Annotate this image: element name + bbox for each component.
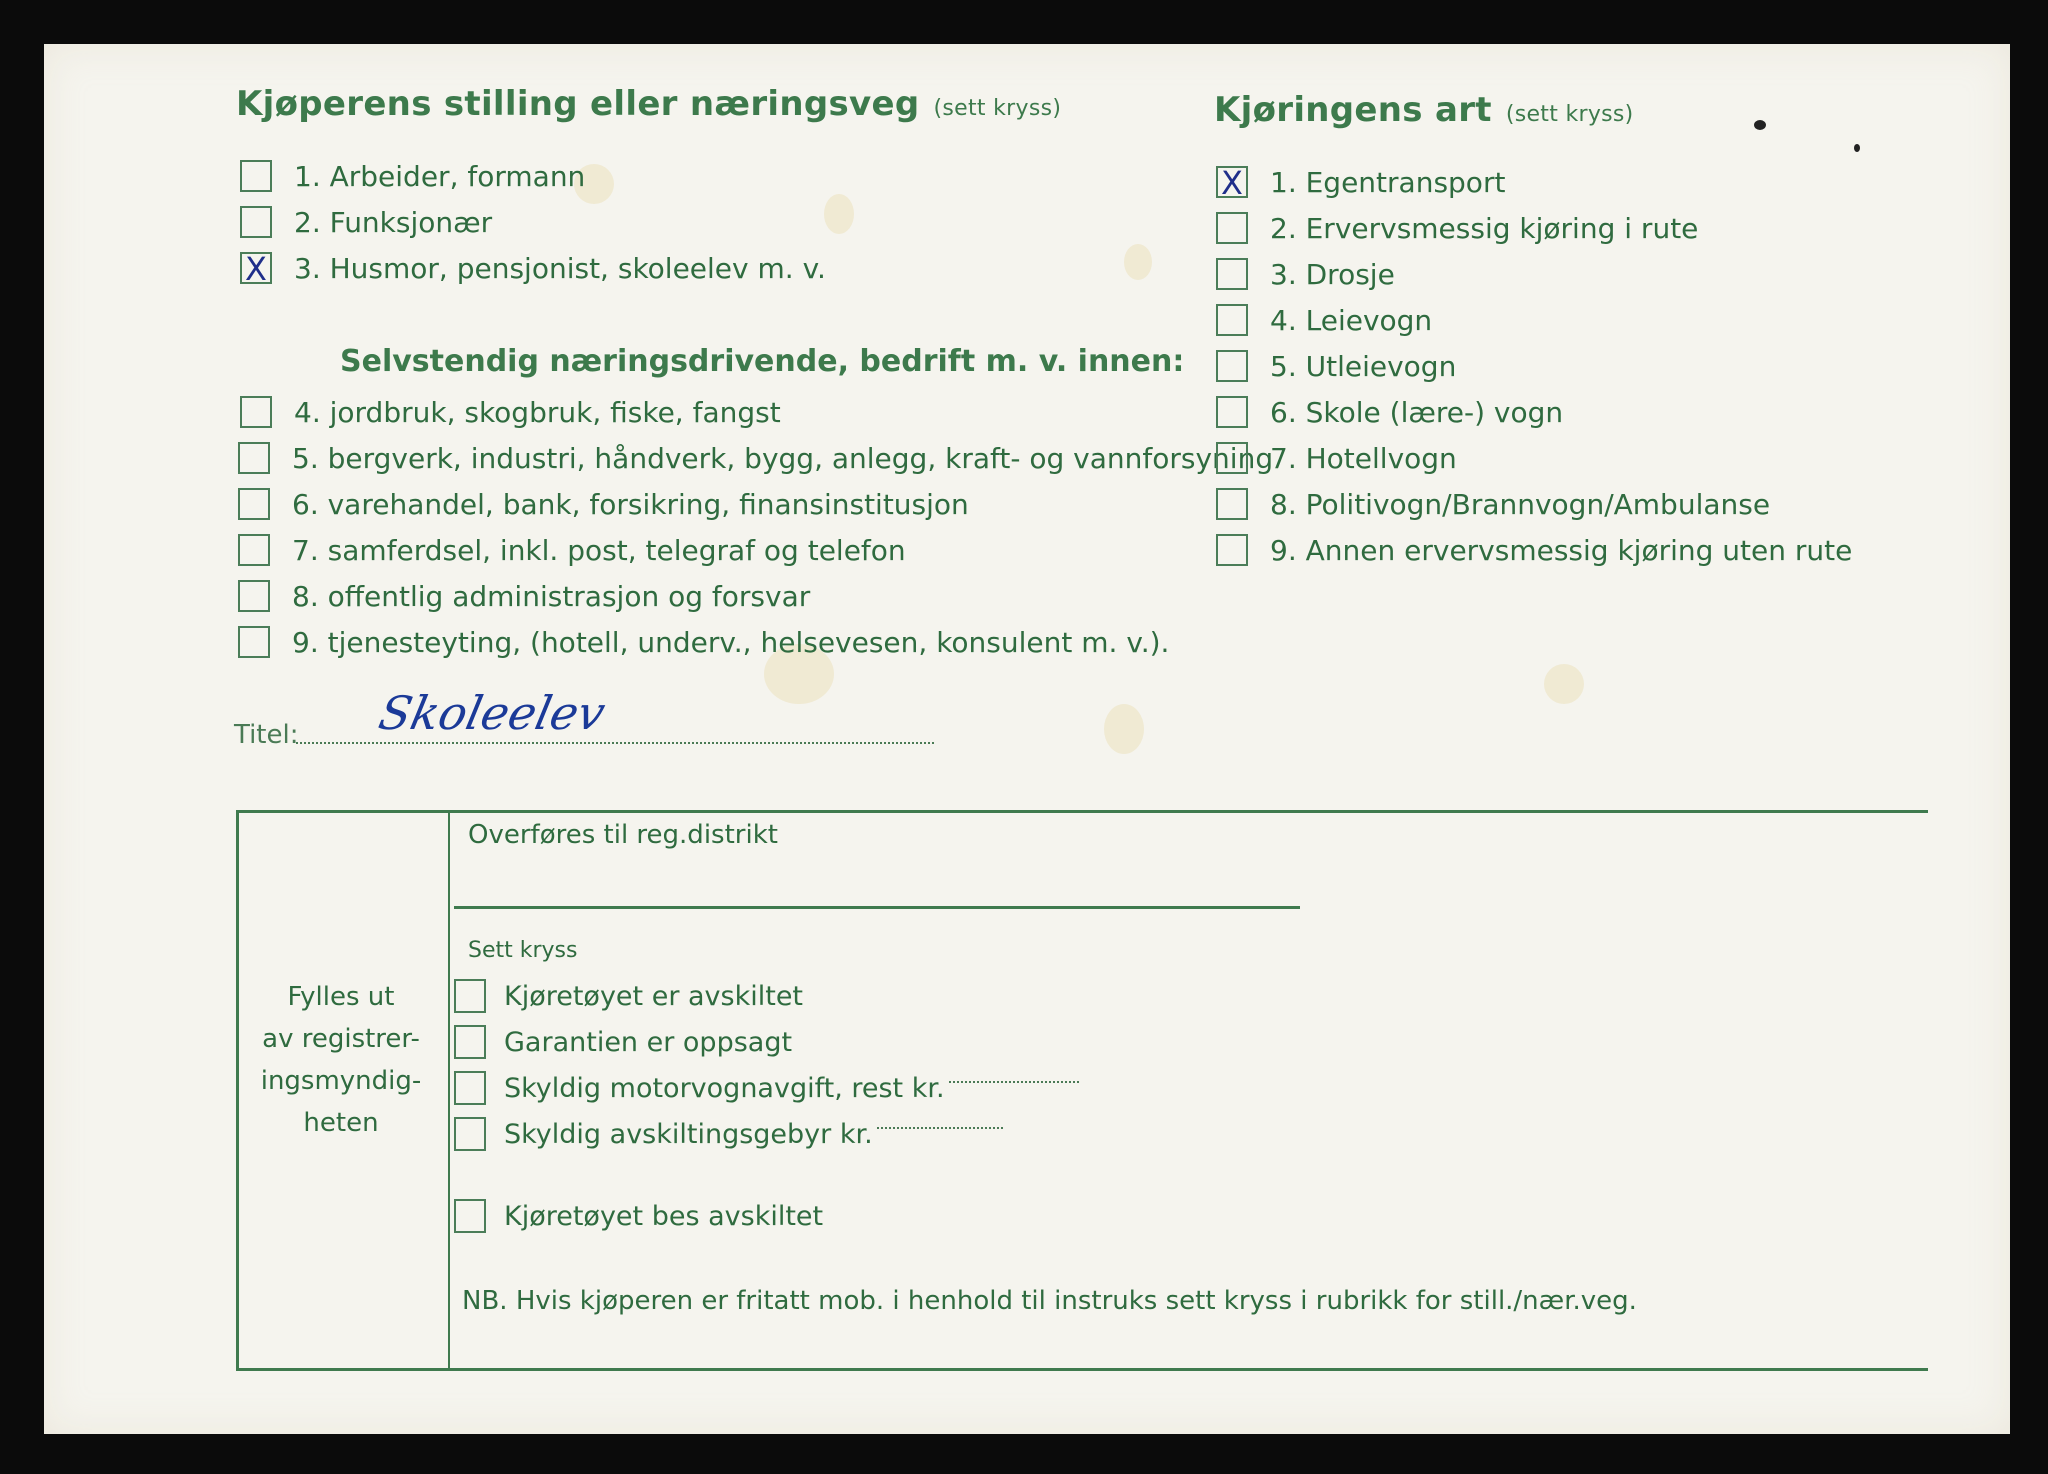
checkbox-checked[interactable] [1216, 166, 1248, 198]
stain [824, 194, 854, 234]
option-label: 2. Ervervsmessig kjøring i rute [1270, 211, 1699, 245]
mark-note: (sett kryss) [933, 96, 1062, 121]
titel-label: Titel: [234, 720, 299, 750]
ink-speck [1754, 120, 1766, 130]
ink-speck [1854, 144, 1860, 152]
option-label: 1. Egentransport [1270, 165, 1506, 199]
option-label: 6. Skole (lære-) vogn [1270, 395, 1564, 429]
checkbox-checked[interactable] [240, 252, 272, 284]
checkbox[interactable] [238, 442, 270, 474]
option-label: 7. Hotellvogn [1270, 441, 1457, 475]
occupation-option-2[interactable] [240, 204, 492, 240]
checkbox[interactable] [1216, 534, 1248, 566]
box-divider [448, 810, 450, 1370]
checkbox[interactable] [1216, 350, 1248, 382]
nb-note: NB. Hvis kjøperen er fritatt mob. i henhold til instruks sett kryss i rubrikk for still./nær.veg. [462, 1286, 1637, 1316]
checkbox[interactable] [240, 206, 272, 238]
driving-type-title: Kjøringens art (sett kryss) [1214, 90, 1634, 130]
checkbox[interactable] [238, 626, 270, 658]
stain [1104, 704, 1144, 754]
option-label: 1. Arbeider, formann [294, 159, 586, 193]
registry-option-1[interactable] [454, 978, 803, 1014]
registry-option-4[interactable] [454, 1116, 1003, 1152]
option-label: 3. Husmor, pensjonist, skoleelev m. v. [294, 251, 826, 285]
checkbox[interactable] [1216, 304, 1248, 336]
checkbox[interactable] [238, 488, 270, 520]
checkbox[interactable] [240, 160, 272, 192]
option-label: 4. jordbruk, skogbruk, fiske, fangst [294, 395, 781, 429]
checkbox[interactable] [454, 1071, 486, 1105]
checkbox[interactable] [454, 979, 486, 1013]
stain [1544, 664, 1584, 704]
checkbox[interactable] [454, 1199, 486, 1233]
occupation-option-4[interactable] [240, 394, 781, 430]
checkbox[interactable] [1216, 396, 1248, 428]
option-label: Skyldig motorvognavgift, rest kr. [504, 1072, 945, 1104]
mark-note: (sett kryss) [1505, 102, 1634, 127]
driving-option-1[interactable] [1216, 164, 1505, 200]
self-employed-subheading: Selvstendig næringsdrivende, bedrift m. v. innen: [340, 344, 1185, 379]
checkbox[interactable] [240, 396, 272, 428]
occupation-option-3[interactable] [240, 250, 826, 286]
occupation-option-1[interactable] [240, 158, 585, 194]
driving-option-5[interactable] [1216, 348, 1456, 384]
driving-option-7[interactable] [1216, 440, 1457, 476]
occupation-option-6[interactable] [238, 486, 969, 522]
option-label: 3. Drosje [1270, 257, 1395, 291]
transfer-line[interactable] [454, 906, 1300, 909]
checkbox[interactable] [1216, 212, 1248, 244]
stain [1124, 244, 1152, 280]
transfer-label: Overføres til reg.distrikt [468, 820, 778, 850]
titel-dotted-line [296, 742, 934, 744]
checkbox[interactable] [1216, 258, 1248, 290]
option-label: 8. Politivogn/Brannvogn/Ambulanse [1270, 487, 1771, 521]
option-label: Skyldig avskiltingsgebyr kr. [504, 1118, 873, 1150]
registry-option-3[interactable] [454, 1070, 1079, 1106]
checkbox[interactable] [454, 1117, 486, 1151]
option-label: 8. offentlig administrasjon og forsvar [292, 579, 811, 613]
box-bottom-border [236, 1368, 1928, 1371]
registry-option-2[interactable] [454, 1024, 792, 1060]
registry-option-5[interactable] [454, 1198, 823, 1234]
checkbox[interactable] [238, 534, 270, 566]
checkbox[interactable] [1216, 488, 1248, 520]
driving-option-9[interactable] [1216, 532, 1852, 568]
occupation-option-9[interactable] [238, 624, 1169, 660]
driving-option-6[interactable] [1216, 394, 1563, 430]
driving-option-4[interactable] [1216, 302, 1432, 338]
amount-dotted-line[interactable] [877, 1127, 1003, 1129]
registry-box [236, 806, 1928, 1372]
option-label: 6. varehandel, bank, forsikring, finansinstitusjon [292, 487, 969, 521]
box-top-border [236, 810, 1928, 813]
driving-option-2[interactable] [1216, 210, 1698, 246]
checkbox[interactable] [238, 580, 270, 612]
driving-option-3[interactable] [1216, 256, 1395, 292]
registry-authority-label: Fylles ut av registrer- ingsmyndig- heten [260, 982, 422, 1138]
occupation-option-8[interactable] [238, 578, 810, 614]
option-label: Kjøretøyet er avskiltet [504, 980, 804, 1012]
amount-dotted-line[interactable] [949, 1081, 1079, 1083]
option-label: 9. tjenesteyting, (hotell, underv., helsevesen, konsulent m. v.). [292, 625, 1170, 659]
option-label: 2. Funksjonær [294, 205, 493, 239]
titel-field[interactable] [234, 686, 934, 750]
occupation-option-7[interactable] [238, 532, 906, 568]
checkbox[interactable] [1216, 442, 1248, 474]
option-label: 5. bergverk, industri, håndverk, bygg, anlegg, kraft- og vannforsyning [292, 441, 1274, 475]
option-label: 9. Annen ervervsmessig kjøring uten rute [1270, 533, 1853, 567]
buyer-occupation-title: Kjøperens stilling eller næringsveg (sett kryss) [236, 84, 1062, 124]
checkbox[interactable] [454, 1025, 486, 1059]
occupation-option-5[interactable] [238, 440, 1273, 476]
option-label: Kjøretøyet bes avskiltet [504, 1200, 824, 1232]
driving-option-8[interactable] [1216, 486, 1770, 522]
option-label: 4. Leievogn [1270, 303, 1433, 337]
option-label: 7. samferdsel, inkl. post, telegraf og telefon [292, 533, 906, 567]
option-label: Garantien er oppsagt [504, 1026, 793, 1058]
option-label: 5. Utleievogn [1270, 349, 1457, 383]
titel-handwritten-value: Skoleelev [374, 686, 610, 740]
mark-note: Sett kryss [468, 938, 578, 963]
